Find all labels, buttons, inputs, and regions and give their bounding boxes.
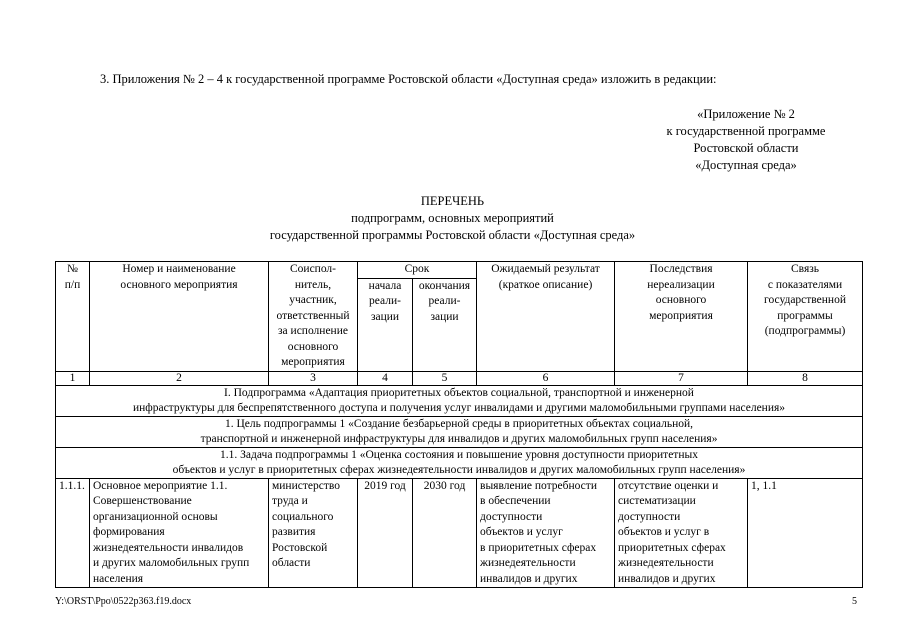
column-number: 3	[269, 371, 358, 385]
header-name: Номер и наименование основного мероприятия	[90, 262, 269, 372]
heading-line: подпрограмм, основных мероприятий	[351, 211, 554, 225]
column-number-row	[56, 371, 863, 385]
task-row	[56, 447, 863, 478]
task-title: 1.1. Задача подпрограммы 1 «Оценка состояния и повышение уровня доступности приоритетных объектов и услуг в приоритетных сферах жизнедеятельности инвалидов и других маломобильных групп населения»	[56, 447, 863, 478]
column-number: 5	[413, 371, 477, 385]
appendix-line: к государственной программе	[666, 124, 826, 138]
row-link: 1, 1.1	[748, 478, 863, 588]
appendix-line: «Доступная среда»	[695, 158, 797, 172]
footer-file-path: Y:\ORST\Ppo\0522p363.f19.docx	[55, 596, 192, 607]
heading-line: государственной программы Ростовской области «Доступная среда»	[269, 228, 636, 242]
program-table	[55, 261, 863, 588]
header-consequences: Последствия нереализации основного мероприятия	[615, 262, 748, 372]
header-num: № п/п	[56, 262, 90, 372]
row-name: Основное мероприятие 1.1. Совершенствование организационной основы формирования жизнедеятельности инвалидов и других маломобильных групп населения	[90, 478, 269, 588]
footer-page-number: 5	[852, 596, 857, 607]
header-result: Ожидаемый результат (краткое описание)	[477, 262, 615, 372]
goal-row	[56, 416, 863, 447]
header-end: окончания реали- зации	[413, 278, 477, 371]
header-executor: Соиспол- нитель, участник, ответственный за исполнение основного мероприятия	[269, 262, 358, 372]
appendix-line: «Приложение № 2	[697, 107, 795, 121]
column-number: 7	[615, 371, 748, 385]
row-result: выявление потребности в обеспечении доступности объектов и услуг в приоритетных сферах жизнедеятельности инвалидов и других	[477, 478, 615, 588]
row-start: 2019 год	[358, 478, 413, 588]
subprogram-row	[56, 385, 863, 416]
intro-paragraph: 3. Приложения № 2 – 4 к государственной программе Ростовской области «Доступная среда» изложить в редакции:	[100, 72, 717, 86]
row-end: 2030 год	[413, 478, 477, 588]
column-number: 1	[56, 371, 90, 385]
goal-title: 1. Цель подпрограммы 1 «Создание безбарьерной среды в приоритетных объектах социальной, транспортной и инженерной инфраструктуры для инвалидов и других маломобильных групп населения»	[56, 416, 863, 447]
row-num: 1.1.1.	[56, 478, 90, 588]
column-number: 8	[748, 371, 863, 385]
column-number: 6	[477, 371, 615, 385]
appendix-line: Ростовской области	[693, 141, 799, 155]
table-header-row	[56, 262, 863, 279]
row-executor: министерство труда и социального развития Ростовской области	[269, 478, 358, 588]
header-start: начала реали- зации	[358, 278, 413, 371]
heading-title: ПЕРЕЧЕНЬ	[420, 194, 485, 208]
row-consequences: отсутствие оценки и систематизации доступности объектов и услуг в приоритетных сферах жизнедеятельности инвалидов и других	[615, 478, 748, 588]
subprogram-title: I. Подпрограмма «Адаптация приоритетных объектов социальной, транспортной и инженерной инфраструктуры для беспрепятственного доступа и получения услуг инвалидами и другими маломобильными группами населения»	[56, 385, 863, 416]
table-row	[56, 478, 863, 588]
header-term: Срок	[358, 262, 477, 279]
appendix-caption	[640, 106, 852, 174]
column-number: 2	[90, 371, 269, 385]
column-number: 4	[358, 371, 413, 385]
document-heading	[0, 193, 905, 244]
header-link: Связь с показателями государственной программы (подпрограммы)	[748, 262, 863, 372]
